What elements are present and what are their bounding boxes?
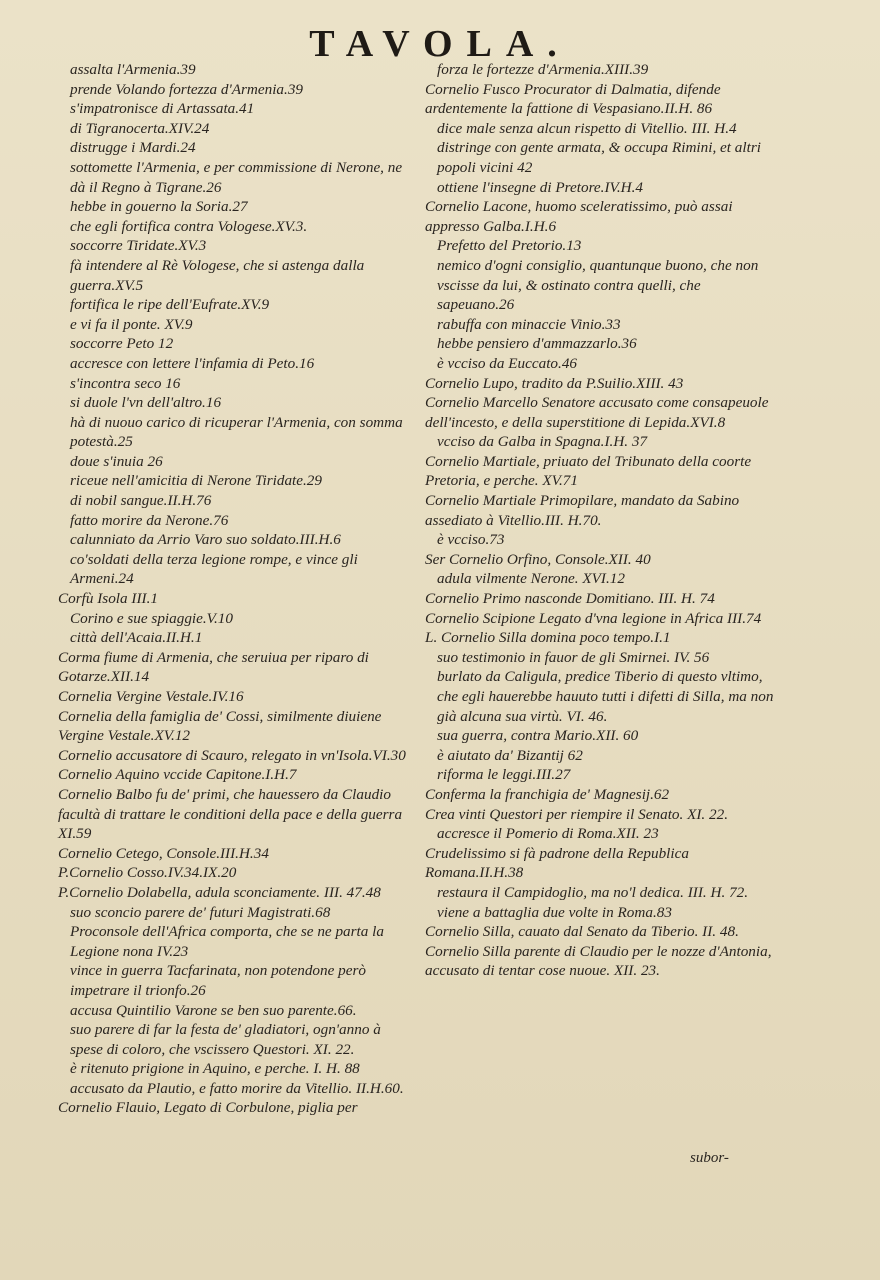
page-title: TAVOLA. (309, 23, 571, 65)
index-entry: vcciso da Galba in Spagna.I.H. 37 (437, 433, 648, 451)
index-column-right (425, 60, 775, 981)
index-entry: accresce con lettere l'infamia di Peto.16 (70, 354, 315, 372)
index-entry: è vcciso.73 (437, 531, 505, 549)
index-entry: sua guerra, contra Mario.XII. 60 (437, 727, 639, 745)
index-entry: s'incontra seco 16 (70, 374, 181, 392)
index-entry: hà di nuouo carico di ricuperar l'Armenia, con somma potestà.25 (70, 413, 403, 451)
index-entry: Cornelio Flauio, Legato di Corbulone, piglia per (58, 1099, 358, 1117)
index-entry: Cornelio Martiale Primopilare, mandato da Sabino assediato à Vitellio.III. H.70. (425, 492, 740, 529)
index-entry: adula vilmente Nerone. XVI.12 (437, 570, 625, 588)
index-entry: distringe con gente armata, & occupa Rimini, et altri popoli vicini 42 (437, 139, 761, 176)
index-entry: è ritenuto prigione in Aquino, e perche. I. H. 88 (70, 1060, 360, 1078)
index-entry: L. Cornelio Silla domina poco tempo.I.1 (425, 629, 671, 647)
index-entry: Cornelio Lacone, huomo sceleratissimo, può assai appresso Galba.I.H.6 (425, 198, 733, 235)
index-entry: Cornelio Primo nasconde Domitiano. III. H. 74 (425, 590, 715, 608)
index-entry: Cornelia Vergine Vestale.IV.16 (58, 688, 244, 705)
index-entry: Corino e sue spiaggie.V.10 (70, 609, 233, 627)
index-entry: vince in guerra Tacfarinata, non potendone però impetrare il trionfo.26 (70, 962, 366, 999)
index-entry: dice male senza alcun rispetto di Vitellio. III. H.4 (437, 119, 737, 137)
index-entry: Crea vinti Questori per riempire il Senato. XI. 22. (425, 805, 729, 823)
index-entry: accusato da Plautio, e fatto morire da Vitellio. II.H.60. (70, 1079, 404, 1097)
index-entry: Cornelio Scipione Legato d'vna legione in Africa III.74 (425, 609, 762, 627)
index-entry: Cornelia della famiglia de' Cossi, similmente diuiene Vergine Vestale.XV.12 (58, 707, 382, 745)
index-entry: P.Cornelio Cosso.IV.34.IX.20 (58, 864, 237, 882)
index-entry: calunniato da Arrio Varo suo soldato.III.H.6 (70, 531, 341, 549)
index-entry: forza le fortezze d'Armenia.XIII.39 (437, 61, 649, 78)
index-entry: Cornelio Lupo, tradito da P.Suilio.XIII. 43 (425, 374, 684, 392)
index-entry: è aiutato da' Bizantij 62 (437, 746, 583, 764)
index-entry: doue s'inuia 26 (70, 452, 163, 470)
index-entry: Prefetto del Pretorio.13 (437, 237, 582, 255)
index-entry: suo testimonio in fauor de gli Smirnei. IV. 56 (437, 648, 710, 666)
index-entry: suo sconcio parere de' futuri Magistrati.68 (70, 903, 331, 921)
index-entry: prende Volando fortezza d'Armenia.39 (70, 80, 304, 98)
index-entry: ottiene l'insegne di Pretore.IV.H.4 (437, 178, 643, 196)
index-entry: assalta l'Armenia.39 (70, 61, 196, 78)
index-entry: è vcciso da Euccato.46 (437, 354, 578, 372)
index-entry: sottomette l'Armenia, e per commissione di Nerone, ne dà il Regno à Tigrane.26 (70, 158, 403, 196)
index-entry: hebbe pensiero d'ammazzarlo.36 (437, 335, 637, 353)
index-entry: distrugge i Mardi.24 (70, 139, 196, 157)
index-entry: si duole l'vn dell'altro.16 (70, 394, 222, 412)
index-entry: accresce il Pomerio di Roma.XII. 23 (437, 825, 659, 843)
index-entry: accusa Quintilio Varone se ben suo parente.66. (70, 1001, 357, 1019)
index-entry: nemico d'ogni consiglio, quantunque buono, che non vscisse da lui, & ostinato contra quelli, che sapeuano.26 (437, 256, 759, 314)
index-entry: fatto morire da Nerone.76 (70, 511, 229, 529)
index-entry: s'impatronisce di Artassata.41 (70, 100, 255, 118)
index-entry: soccorre Peto 12 (70, 335, 174, 353)
index-entry: e vi fa il ponte. XV.9 (70, 315, 193, 333)
index-entry: Cornelio Fusco Procurator di Dalmatia, difende ardentemente la fattione di Vespasiano.II.H. 86 (425, 80, 721, 118)
index-entry: hebbe in gouerno la Soria.27 (70, 198, 248, 216)
index-entry: Cornelio accusatore di Scauro, relegato in vn'Isola.VI.30 (58, 746, 406, 764)
index-entry: di nobil sangue.II.H.76 (70, 492, 212, 510)
index-entry: fà intendere al Rè Vologese, che si astenga dalla guerra.XV.5 (70, 256, 365, 294)
index-entry: Cornelio Cetego, Console.III.H.34 (58, 844, 269, 862)
index-entry: Crudelissimo si fà padrone della Republica Romana.II.H.38 (425, 844, 689, 882)
index-entry: Cornelio Silla parente di Claudio per le nozze d'Antonia, accusato di tentar cose nuoue. XII. 23. (425, 942, 772, 980)
index-entry: che egli fortifica contra Vologese.XV.3. (70, 217, 308, 235)
index-entry: suo parere di far la festa de' gladiatori, ogn'anno à spese di coloro, che vscissero Questori. XI. 22. (70, 1021, 381, 1058)
index-entry: fortifica le ripe dell'Eufrate.XV.9 (70, 296, 270, 314)
index-entry: città dell'Acaia.II.H.1 (70, 629, 203, 647)
index-entry: riforma le leggi.III.27 (437, 766, 571, 784)
index-entry: Cornelio Silla, cauato dal Senato da Tiberio. II. 48. (425, 923, 739, 941)
index-entry: rabuffa con minaccie Vinio.33 (437, 315, 621, 333)
catchword: subor- (690, 1150, 729, 1166)
index-entry: Conferma la franchigia de' Magnesij.62 (425, 785, 670, 803)
index-entry: co'soldati della terza legione rompe, e vince gli Armeni.24 (70, 550, 358, 588)
index-entry: Cornelio Martiale, priuato del Tribunato della coorte Pretoria, e perche. XV.71 (425, 452, 752, 490)
index-entry: Cornelio Marcello Senatore accusato come consapeuole dell'incesto, e della superstitione di Lepida.XVI.8 (425, 394, 769, 431)
index-entry: P.Cornelio Dolabella, adula sconciamente. III. 47.48 (58, 883, 381, 901)
index-entry: Corfù Isola III.1 (58, 590, 158, 608)
index-entry: Proconsole dell'Africa comporta, che se ne parta la Legione nona IV.23 (70, 923, 384, 960)
index-entry: Ser Cornelio Orfino, Console.XII. 40 (425, 550, 651, 568)
index-entry: riceue nell'amicitia di Nerone Tiridate.29 (70, 472, 322, 490)
index-entry: viene a battaglia due volte in Roma.83 (437, 903, 672, 921)
index-entry: Cornelio Balbo fu de' primi, che hauessero da Claudio facultà di trattare le conditioni della pace e della guerra XI.59 (58, 785, 403, 843)
index-entry: burlato da Caligula, predice Tiberio di questo vltimo, che egli hauerebbe hauuto tutti i difetti di Silla, ma non già alcuna sua virtù. VI. 46. (437, 668, 774, 725)
index-entry: restaura il Campidoglio, ma no'l dedica. III. H. 72. (437, 883, 749, 901)
index-entry: Corma fiume di Armenia, che seruiua per riparo di Gotarze.XII.14 (58, 648, 369, 686)
index-column-left (58, 60, 410, 1118)
index-entry: Cornelio Aquino vccide Capitone.I.H.7 (58, 766, 297, 784)
index-entry: di Tigranocerta.XIV.24 (70, 119, 210, 137)
index-entry: soccorre Tiridate.XV.3 (70, 237, 207, 255)
